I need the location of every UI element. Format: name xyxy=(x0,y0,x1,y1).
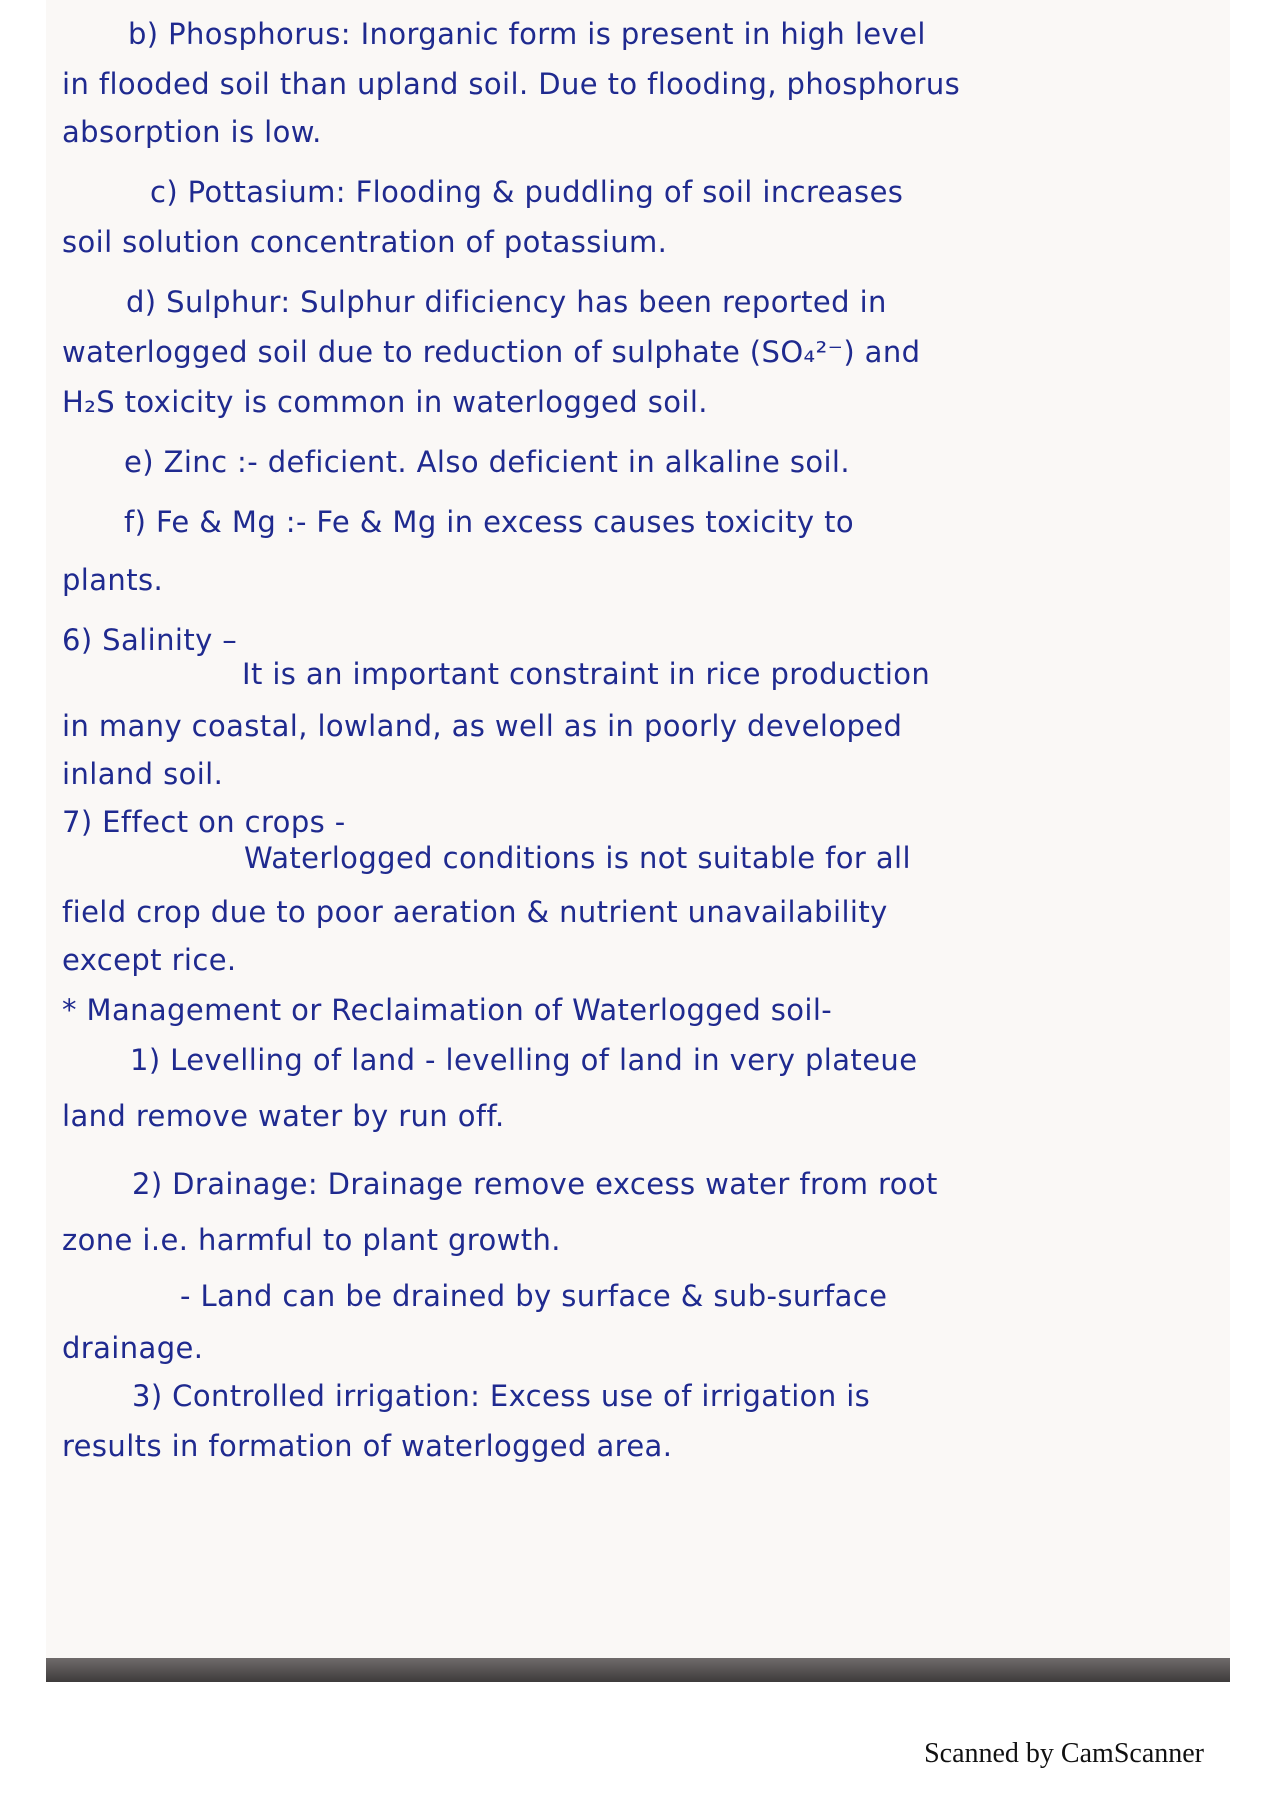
text-line: inland soil. xyxy=(62,757,224,791)
text-line: plants. xyxy=(62,563,164,597)
text-line: It is an important constraint in rice production xyxy=(242,657,931,691)
text-line: 3) Controlled irrigation: Excess use of irrigation is xyxy=(132,1379,871,1413)
text-line: in flooded soil than upland soil. Due to flooding, phosphorus xyxy=(62,67,961,101)
text-line: Waterlogged conditions is not suitable for all xyxy=(244,841,911,875)
text-line: d) Sulphur: Sulphur dificiency has been reported in xyxy=(126,285,887,319)
scanner-watermark: Scanned by CamScanner xyxy=(924,1738,1204,1769)
text-line: f) Fe & Mg :- Fe & Mg in excess causes toxicity to xyxy=(124,505,855,539)
text-line: results in formation of waterlogged area. xyxy=(62,1429,673,1463)
text-line: 1) Levelling of land - levelling of land in very plateue xyxy=(130,1043,918,1077)
notebook-page xyxy=(46,0,1230,1672)
text-line: H₂S toxicity is common in waterlogged soil. xyxy=(62,385,708,419)
text-line: waterlogged soil due to reduction of sulphate (SO₄²⁻) and xyxy=(62,335,921,369)
text-line: soil solution concentration of potassium. xyxy=(62,225,668,259)
text-line: except rice. xyxy=(62,943,237,977)
text-line: in many coastal, lowland, as well as in poorly developed xyxy=(62,709,903,743)
scan-edge-shadow xyxy=(46,1658,1230,1682)
text-line: absorption is low. xyxy=(62,115,322,149)
text-line: land remove water by run off. xyxy=(62,1099,505,1133)
text-line: e) Zinc :- deficient. Also deficient in alkaline soil. xyxy=(124,445,851,479)
text-line: field crop due to poor aeration & nutrient unavailability xyxy=(62,895,888,929)
text-line: * Management or Reclaimation of Waterlogged soil- xyxy=(62,993,833,1027)
text-line: c) Pottasium: Flooding & puddling of soil increases xyxy=(150,175,904,209)
text-line: 2) Drainage: Drainage remove excess water from root xyxy=(132,1167,938,1201)
text-line: zone i.e. harmful to plant growth. xyxy=(62,1223,561,1257)
text-line: 7) Effect on crops - xyxy=(62,805,346,839)
text-line: 6) Salinity – xyxy=(62,623,238,657)
text-line: b) Phosphorus: Inorganic form is present in high level xyxy=(128,17,926,51)
text-line: - Land can be drained by surface & sub-surface xyxy=(180,1279,888,1313)
text-line: drainage. xyxy=(62,1331,204,1365)
